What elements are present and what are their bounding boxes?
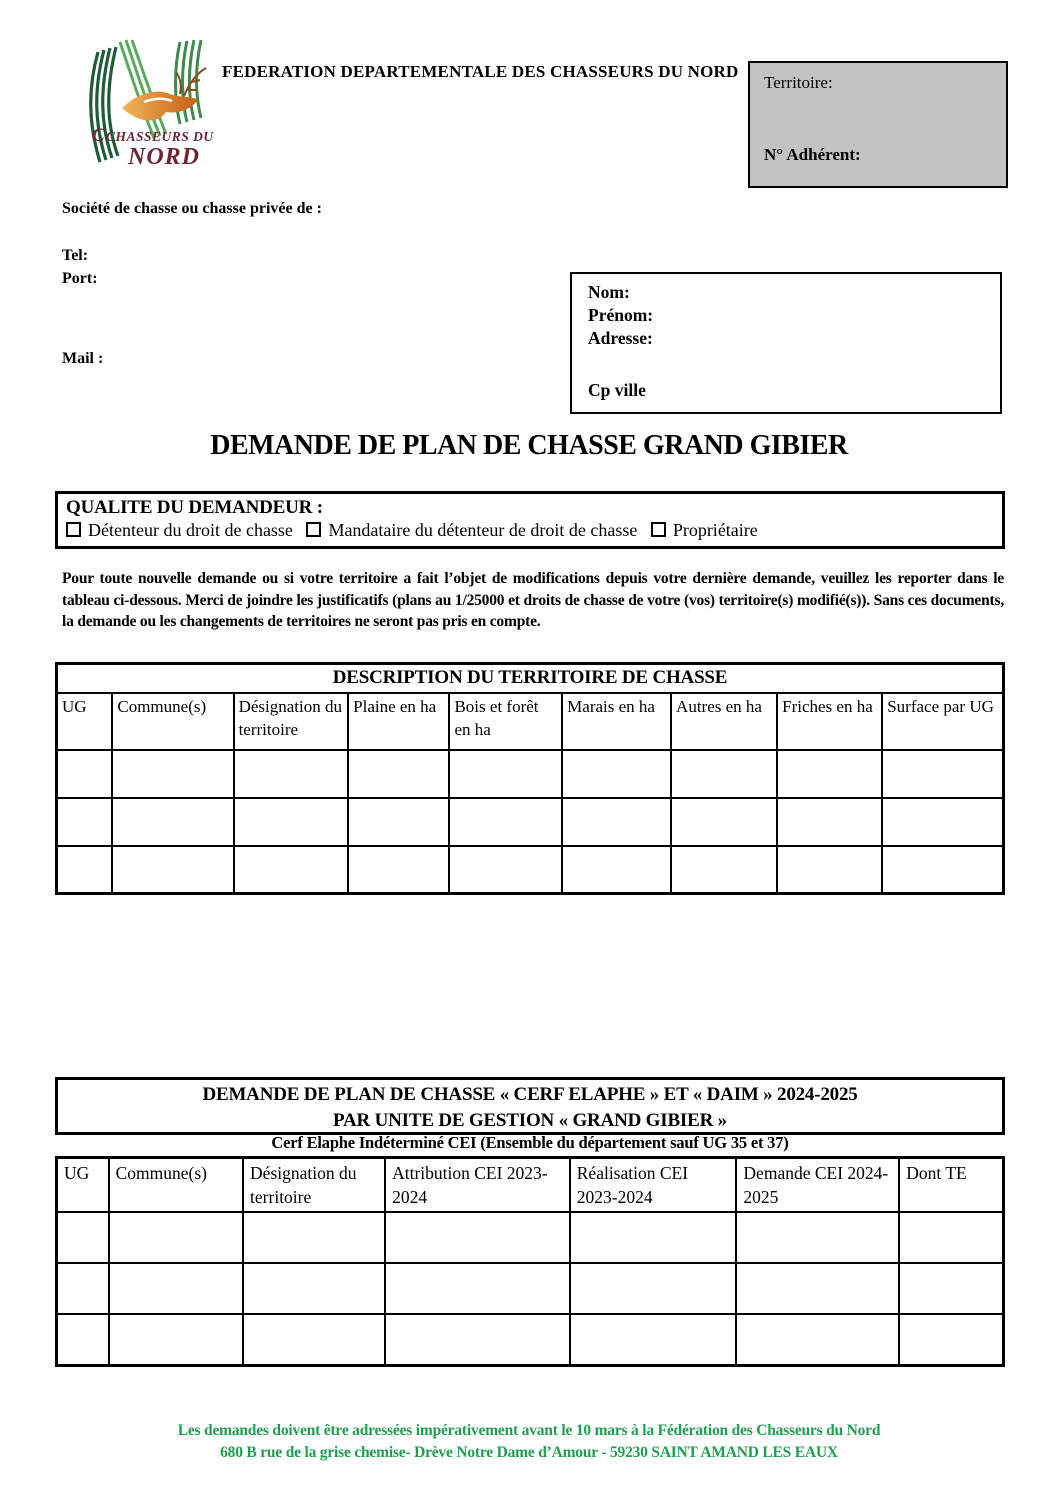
table-cell — [562, 846, 671, 894]
table-cell — [57, 1212, 109, 1263]
header-cell-attribution: Attribution CEI 2023-2024 — [385, 1158, 570, 1213]
table-cell — [777, 750, 882, 798]
territory-table-title: DESCRIPTION DU TERRITOIRE DE CHASSE — [57, 664, 1004, 693]
header-cell-marais: Marais en ha — [562, 693, 671, 750]
mail-label: Mail : — [62, 350, 104, 367]
table-cell — [570, 1314, 737, 1365]
table-cell — [57, 750, 113, 798]
table-cell — [736, 1314, 899, 1365]
identity-box — [570, 272, 1002, 414]
territoire-label: Territoire: — [764, 73, 833, 92]
table-cell — [57, 798, 113, 846]
footer-line2: 680 B rue de la grise chemise- Drève Notre Dame d’Amour - 59230 SAINT AMAND LES EAUX — [220, 1443, 838, 1461]
table-cell — [348, 798, 449, 846]
logo-caption-line1: CHASSEURS DU — [106, 129, 214, 144]
table-cell — [243, 1314, 385, 1365]
table-cell — [777, 798, 882, 846]
demande-title-line1: DEMANDE DE PLAN DE CHASSE « CERF ELAPHE » ET « DAIM » 2024-2025 — [202, 1084, 858, 1105]
demande-table-row — [57, 1212, 1004, 1263]
demande-table-row — [57, 1314, 1004, 1365]
table-cell — [449, 846, 562, 894]
tel-label: Tel: — [62, 247, 89, 264]
nom-label: Nom: — [588, 282, 630, 302]
society-label: Société de chasse ou chasse privée de : — [62, 200, 322, 217]
adherent-label: N° Adhérent: — [764, 145, 861, 164]
table-cell — [671, 798, 777, 846]
table-cell — [57, 1263, 109, 1314]
demande-table-header-row — [57, 1158, 1004, 1213]
header-cell-communes: Commune(s) — [109, 1158, 243, 1213]
option-detenteur — [66, 520, 293, 540]
prenom-label: Prénom: — [588, 305, 654, 325]
cp-ville-label: Cp ville — [588, 380, 646, 400]
table-cell — [348, 846, 449, 894]
table-cell — [112, 750, 233, 798]
proprietaire-checkbox[interactable] — [651, 522, 666, 537]
mandataire-checkbox[interactable] — [306, 522, 321, 537]
qualite-heading: QUALITE DU DEMANDEUR : — [66, 497, 323, 518]
table-cell — [562, 798, 671, 846]
header-cell-designation: Désignation du territoire — [234, 693, 349, 750]
table-cell — [671, 750, 777, 798]
table-cell — [671, 846, 777, 894]
header-cell-designation: Désignation du territoire — [243, 1158, 385, 1213]
table-cell — [234, 750, 349, 798]
table-cell — [882, 750, 1003, 798]
organization-name: FEDERATION DEPARTEMENTALE DES CHASSEURS DU NORD — [222, 62, 739, 81]
demande-table-row — [57, 1263, 1004, 1314]
header-cell-dont-te: Dont TE — [899, 1158, 1003, 1213]
territory-table-row — [57, 846, 1004, 894]
table-cell — [385, 1263, 570, 1314]
header-cell-communes: Commune(s) — [112, 693, 233, 750]
port-label: Port: — [62, 270, 98, 287]
demande-table — [55, 1156, 1005, 1367]
header-cell-bois: Bois et forêt en ha — [449, 693, 562, 750]
table-cell — [899, 1314, 1003, 1365]
notice-paragraph: Pour toute nouvelle demande ou si votre territoire a fait l’objet de modifications depuis votre dernière demande, veuillez les reporter dans le tableau ci-dessous. Merci de joindre les justificatifs (plans au 1/25000 et droits de chasse de votre (vos) territoire(s) modifié(s)). Sans ces documents, la demande ou les changements de territoires ne seront pas pris en compte. — [62, 570, 1004, 630]
demande-table-titlebox — [55, 1077, 1005, 1135]
table-cell — [736, 1263, 899, 1314]
table-cell — [899, 1212, 1003, 1263]
table-cell — [109, 1212, 243, 1263]
table-cell — [899, 1263, 1003, 1314]
table-cell — [736, 1212, 899, 1263]
table-cell — [57, 1314, 109, 1365]
header-cell-plaine: Plaine en ha — [348, 693, 449, 750]
territory-table — [55, 662, 1005, 895]
table-cell — [570, 1212, 737, 1263]
territory-table-row — [57, 750, 1004, 798]
footer-line1: Les demandes doivent être adressées impérativement avant le 10 mars à la Fédération des Chasseurs du Nord — [177, 1422, 881, 1439]
table-cell — [112, 846, 233, 894]
table-cell — [449, 750, 562, 798]
header-cell-ug: UG — [57, 693, 113, 750]
logo-diagonal-stripes — [120, 40, 166, 138]
footer-notice — [0, 1420, 1058, 1463]
logo-caption-line2: NORD — [128, 144, 201, 170]
option-proprietaire — [651, 520, 758, 540]
mandataire-label: Mandataire du détenteur de droit de chasse — [328, 520, 638, 540]
demande-title-line2: PAR UNITE DE GESTION « GRAND GIBIER » — [333, 1110, 727, 1131]
qualite-demandeur-section — [55, 491, 1005, 549]
header-cell-surface: Surface par UG — [882, 693, 1003, 750]
table-cell — [882, 846, 1003, 894]
qualite-options — [66, 520, 994, 541]
table-cell — [243, 1212, 385, 1263]
table-cell — [570, 1263, 737, 1314]
table-cell — [449, 798, 562, 846]
table-cell — [234, 846, 349, 894]
option-mandataire — [306, 520, 637, 540]
table-cell — [109, 1314, 243, 1365]
table-cell — [882, 798, 1003, 846]
table-cell — [112, 798, 233, 846]
proprietaire-label: Propriétaire — [672, 520, 758, 540]
territory-table-title-row — [57, 664, 1004, 693]
table-cell — [777, 846, 882, 894]
adresse-label: Adresse: — [588, 328, 653, 348]
table-cell — [109, 1263, 243, 1314]
header-cell-ug: UG — [57, 1158, 109, 1213]
table-cell — [385, 1314, 570, 1365]
territory-table-header-row — [57, 693, 1004, 750]
detenteur-checkbox[interactable] — [66, 522, 81, 537]
table-cell — [385, 1212, 570, 1263]
document-title: DEMANDE DE PLAN DE CHASSE GRAND GIBIER — [210, 430, 848, 461]
header-cell-friches: Friches en ha — [777, 693, 882, 750]
table-cell — [243, 1263, 385, 1314]
chasseurs-du-nord-logo — [84, 38, 218, 172]
logo-caption-line1-initial: C — [92, 125, 105, 146]
detenteur-label: Détenteur du droit de chasse — [88, 520, 293, 540]
table-cell — [562, 750, 671, 798]
header-cell-realisation: Réalisation CEI 2023-2024 — [570, 1158, 737, 1213]
table-cell — [234, 798, 349, 846]
table-cell — [348, 750, 449, 798]
logo-graphic — [84, 38, 218, 172]
header-cell-autres: Autres en ha — [671, 693, 777, 750]
territory-table-row — [57, 798, 1004, 846]
table-cell — [57, 846, 113, 894]
demande-table-subtitle: Cerf Elaphe Indéterminé CEI (Ensemble du département sauf UG 35 et 37) — [271, 1133, 789, 1152]
territoire-box — [748, 61, 1008, 188]
header-cell-demande: Demande CEI 2024-2025 — [736, 1158, 899, 1213]
